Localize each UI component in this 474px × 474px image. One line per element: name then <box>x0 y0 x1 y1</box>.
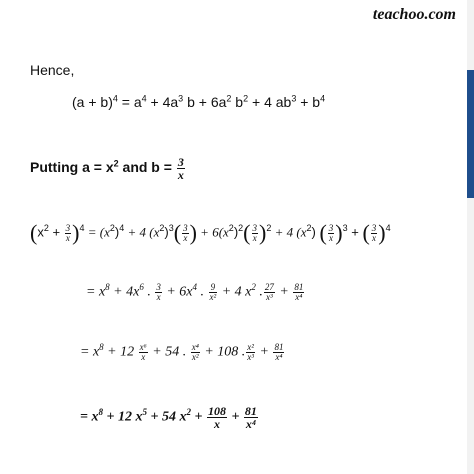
exp: 2 <box>109 223 115 234</box>
teachoo-logo: teachoo.com <box>372 6 456 23</box>
fraction <box>139 343 148 362</box>
frac-den: x <box>329 232 334 243</box>
putting-prefix: Putting a = x <box>30 159 114 176</box>
term: + 4 (x <box>124 224 160 240</box>
frac-num: x⁶ <box>139 342 147 352</box>
close: ) <box>233 224 239 240</box>
frac-den: x <box>156 292 161 302</box>
fraction <box>246 343 255 362</box>
frac-num: 3 <box>252 222 257 233</box>
plus: + <box>48 224 64 240</box>
term: + 4 x <box>218 284 252 300</box>
exp: 2 <box>43 223 49 234</box>
expansion-term: + b <box>296 94 321 110</box>
term: + 54 . <box>148 344 190 360</box>
term: + 12 <box>103 344 138 360</box>
fraction <box>252 224 259 243</box>
fraction <box>207 405 227 430</box>
close-paren: ) <box>378 220 386 245</box>
close: ) <box>311 224 316 240</box>
exp: 3 <box>342 223 348 234</box>
close-paren: ) <box>189 220 197 245</box>
fraction <box>293 283 304 302</box>
exp: 4 <box>112 93 118 104</box>
open-paren: ( <box>173 220 182 245</box>
frac-den: x² <box>209 292 217 302</box>
exp: 8 <box>105 282 110 293</box>
term: + 54 x <box>146 409 187 425</box>
fraction <box>209 283 218 302</box>
exp: 2 <box>238 223 244 234</box>
term: + 6x <box>162 284 193 300</box>
term: + <box>190 409 206 425</box>
fraction <box>264 283 275 302</box>
term: + 4x <box>109 284 140 300</box>
frac-den: x <box>183 232 188 243</box>
exp: 2 <box>306 223 312 234</box>
exp: 8 <box>98 407 103 418</box>
exp: 2 <box>226 93 232 104</box>
frac-den: x³ <box>247 352 254 362</box>
dot: . <box>143 284 155 300</box>
frac-num: 81 <box>294 282 304 292</box>
close-paren: ) <box>335 220 343 245</box>
close-paren: ) <box>259 220 267 245</box>
term: + 6(x <box>196 224 229 240</box>
exp: 2 <box>243 93 249 104</box>
frac-num: 3 <box>177 155 184 169</box>
putting-middle: and b = <box>118 159 176 176</box>
term: = (x <box>84 224 110 240</box>
plus: + <box>255 344 273 360</box>
scrollbar-thumb[interactable] <box>467 70 474 198</box>
fraction <box>244 405 258 430</box>
exp: 4 <box>192 282 198 293</box>
frac-den: x <box>213 417 220 431</box>
expansion-term: b + 6a <box>183 94 227 110</box>
fraction <box>273 343 284 362</box>
frac-num: 3 <box>328 222 334 233</box>
exp: 8 <box>99 342 104 353</box>
exp: 2 <box>266 223 272 234</box>
plus: + <box>347 224 363 240</box>
close: ) <box>114 224 120 240</box>
plus: + <box>227 409 243 425</box>
open-paren: ( <box>362 220 370 245</box>
expansion-lhs: (a + b) <box>72 94 113 110</box>
frac-num: 27 <box>264 282 274 292</box>
exp: 6 <box>139 282 144 293</box>
expansion-line-1 <box>30 222 391 244</box>
exp: 3 <box>178 93 184 104</box>
fraction <box>191 343 200 362</box>
frac-num: 108 <box>207 404 226 418</box>
frac-den: x² <box>191 352 199 362</box>
term: = x <box>86 284 106 300</box>
binomial-expansion <box>72 94 325 110</box>
exp: 2 <box>228 223 234 234</box>
frac-num: 81 <box>244 404 257 418</box>
substitution-heading <box>30 156 186 181</box>
exp: 5 <box>142 407 147 418</box>
hence-label: Hence, <box>30 62 75 78</box>
expansion-term: + 4a <box>146 94 179 110</box>
exp: 4 <box>320 93 326 104</box>
exp: 4 <box>141 93 147 104</box>
open-paren: ( <box>30 220 38 245</box>
fraction <box>65 224 72 243</box>
frac-num: 3 <box>183 222 188 233</box>
fraction <box>182 224 189 243</box>
fraction-3-over-x <box>177 156 185 181</box>
frac-den: x³ <box>266 292 273 302</box>
frac-den: x⁴ <box>275 352 283 362</box>
frac-num: x² <box>247 342 254 352</box>
close-paren: ) <box>72 220 80 245</box>
frac-num: x⁴ <box>191 342 199 352</box>
fraction <box>371 224 378 243</box>
frac-den: x <box>372 232 377 243</box>
exp: 3 <box>291 93 297 104</box>
expansion-eq: = a <box>117 94 142 110</box>
frac-num: 9 <box>209 283 218 293</box>
exp: 4 <box>119 223 125 234</box>
exp: 2 <box>159 223 165 234</box>
expansion-result <box>80 405 259 430</box>
frac-num: 3 <box>156 282 161 292</box>
dot: . <box>255 284 263 300</box>
term: + 108 . <box>200 344 246 360</box>
exp: 4 <box>385 223 391 234</box>
term: = x <box>80 344 100 360</box>
term: = x <box>80 409 99 425</box>
frac-num: 81 <box>274 342 284 352</box>
exp: 2 <box>186 407 191 418</box>
expansion-line-2 <box>86 283 305 302</box>
open-paren: ( <box>243 220 251 245</box>
frac-den: x <box>141 352 146 362</box>
frac-den: x⁴ <box>245 417 256 431</box>
frac-den: x⁴ <box>295 292 303 302</box>
frac-num: 3 <box>65 222 71 233</box>
exp: 2 <box>113 158 119 169</box>
expansion-line-3 <box>80 343 285 362</box>
var: x <box>37 224 44 240</box>
fraction <box>328 224 335 243</box>
expansion-term: + 4 ab <box>248 94 292 110</box>
frac-num: 3 <box>371 222 377 233</box>
exp: 4 <box>79 223 85 234</box>
exp: 3 <box>168 223 174 234</box>
frac-den: x <box>252 232 257 243</box>
term: + 4 (x <box>271 224 307 240</box>
plus: + <box>275 284 293 300</box>
fraction <box>155 283 162 302</box>
close: ) <box>164 224 169 240</box>
open-paren: ( <box>319 220 327 245</box>
exp: 2 <box>251 282 256 293</box>
frac-den: x <box>177 168 184 182</box>
frac-den: x <box>65 232 70 243</box>
dot: . <box>197 284 208 300</box>
term: + 12 x <box>102 409 143 425</box>
expansion-term: b <box>231 94 244 110</box>
